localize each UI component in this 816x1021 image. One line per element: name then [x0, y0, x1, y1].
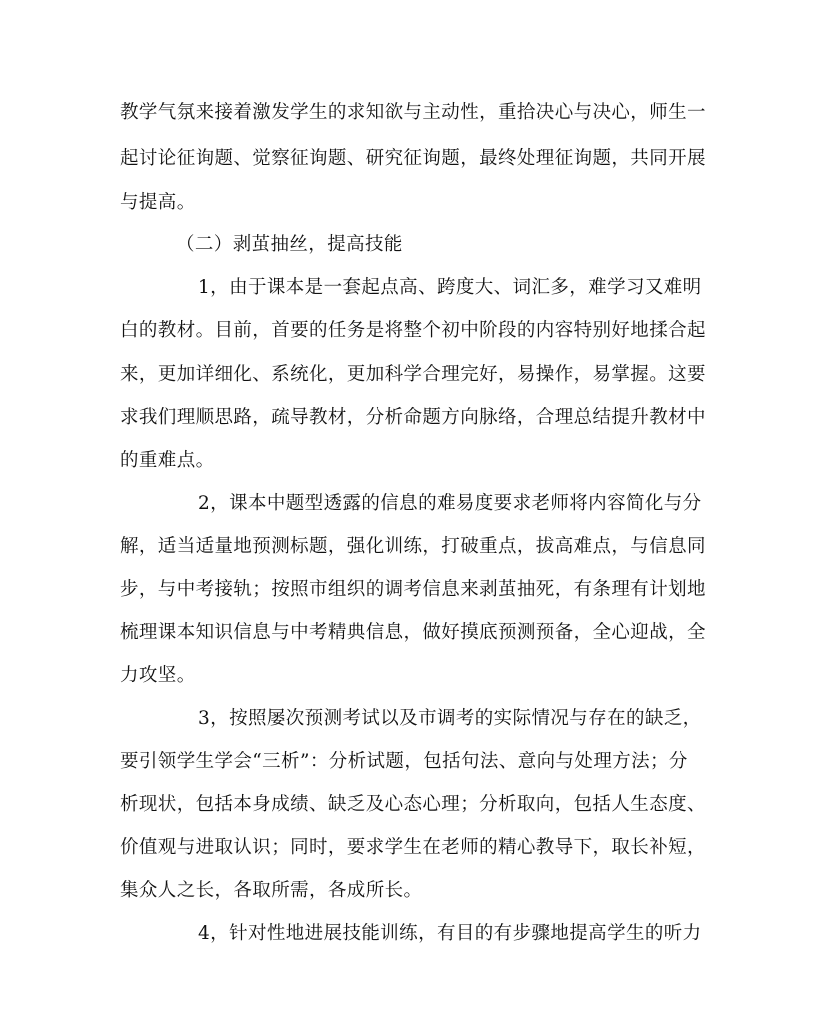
- text-line: 2，课本中题型透露的信息的难易度要求老师将内容简化与分: [198, 493, 702, 514]
- text-line: 力攻坚。: [120, 665, 196, 686]
- text-line: 与提高。: [120, 192, 196, 213]
- text-line: 求我们理顺思路，疏导教材，分析命题方向脉络，合理总结提升教材中: [120, 407, 706, 428]
- text-line: 4，针对性地进展技能训练，有目的有步骤地提高学生的听力: [198, 923, 702, 944]
- text-line: 要引领学生学会“三析”：分析试题，包括句法、意向与处理方法；分: [120, 751, 688, 772]
- text-line: 的重难点。: [120, 450, 215, 471]
- text-line: 起讨论征询题、觉察征询题、研究征询题，最终处理征询题，共同开展: [120, 148, 706, 169]
- text-line: 白的教材。目前，首要的任务是将整个初中阶段的内容特别好地揉合起: [120, 320, 706, 341]
- text-line: 1，由于课本是一套起点高、跨度大、词汇多，难学习又难明: [198, 277, 702, 298]
- text-line: 来，更加详细化、系统化，更加科学合理完好，易操作，易掌握。这要: [120, 364, 706, 385]
- text-line: 集众人之长，各取所需，各成所长。: [120, 880, 423, 901]
- text-line: 析现状，包括本身成绩、缺乏及心态心理；分析取向，包括人生态度、: [120, 794, 706, 815]
- text-line: 梳理课本知识信息与中考精典信息，做好摸底预测预备，全心迎战，全: [120, 622, 706, 643]
- text-line: 步，与中考接轨；按照市组织的调考信息来剥茧抽死，有条理有计划地: [120, 579, 706, 600]
- text-line: 解，适当适量地预测标题，强化训练，打破重点，拔高难点，与信息同: [120, 536, 706, 557]
- text-line: 教学气氛来接着激发学生的求知欲与主动性，重拾决心与决心，师生一: [120, 102, 706, 123]
- section-heading: （二）剥茧抽丝，提高技能: [176, 234, 403, 255]
- text-line: 价值观与进取认识；同时，要求学生在老师的精心教导下，取长补短，: [120, 837, 706, 858]
- text-line: 3，按照屡次预测考试以及市调考的实际情况与存在的缺乏，: [198, 708, 702, 729]
